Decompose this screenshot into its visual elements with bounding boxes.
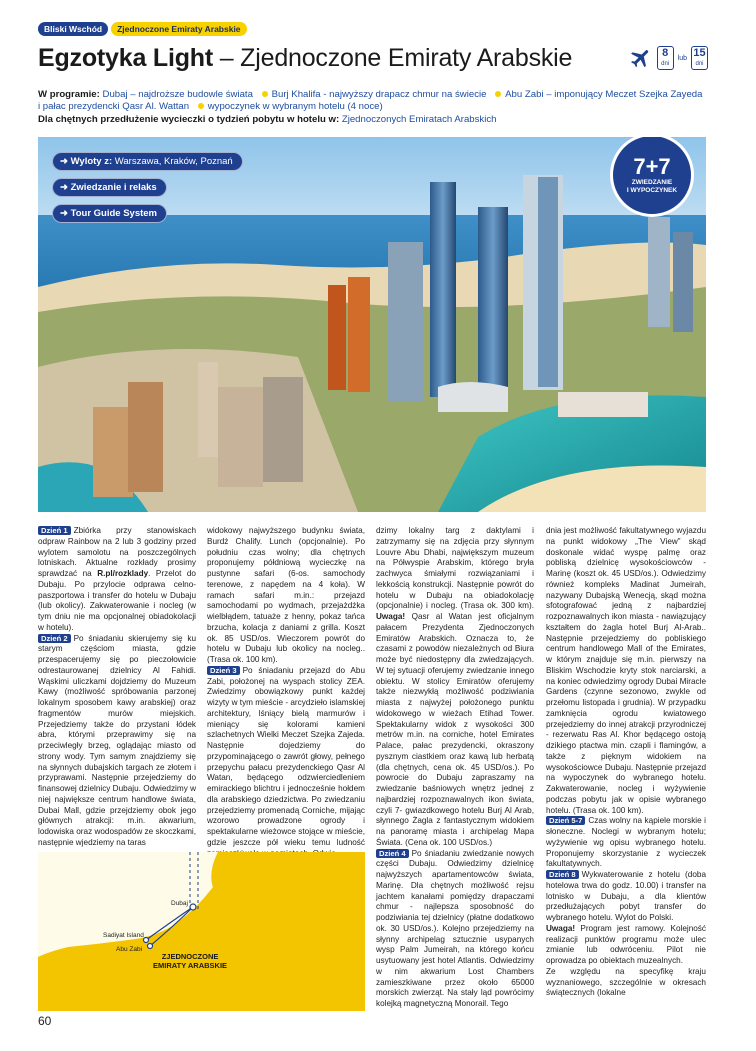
- day-4-continued: dnia jest możliwość fakultatywnego wyjazdu na punkt widokowy „The View” skąd doskonale widać wyspę palmę oraz pobliską dzielnicę wysokościowców - Marinę (koszt ok. 45 USD/os.). Odwiedzimy również kompleks Madinat Jumeirah, nazywany Dubajską Wenecją, skąd można sfotografować jedną z najbardziej rozpoznawalnych ikon miasta - nawiązujący kształtem do żagla hotel Burj Al-Arab.. Następnie przejedziemy do pobliskiego centrum handlowego Mall of the Emirates, w którym znajduje się m.in. pierwszy na Bliskim Wschodzie kryty stok narciarski, a na koniec odwiedzimy ogrody Dubai Miracle Gardens (czynne sezonowo, zwykle od przełomu listopada i grudnia). W przypadku zamknięcia ogrodu kwiatowego przejedziemy do innej atrakcji przyrodniczej - rezerwatu Ras Al. Khor będącego ostoją dzikiego ptactwa min. czapli i flamingów, a także z pięknym widokiem na wysokościowce Dubaju. Następnie przejazd na wypoczynek do wybranego hotelu. Zakwaterowanie, nocleg i wyżywienie podczas pobytu jak w opisie wybranego hotelu. (Trasa ok. 100 km).: [546, 526, 706, 815]
- day-badge: Dzień 4: [376, 849, 409, 858]
- page-number: 60: [38, 1014, 52, 1028]
- title-rest: – Zjednoczone Emiraty Arabskie: [219, 44, 573, 72]
- country-line-1: ZJEDNOCZONE: [161, 952, 219, 961]
- 7-plus-7-badge: [610, 137, 694, 217]
- itinerary: [38, 526, 706, 1011]
- day-badge: Dzień 8: [546, 870, 579, 879]
- day-4-text: Po śniadaniu zwiedzanie nowych części Dubaju. Odwiedzimy dzielnicę najwyższych apartamentowców świata, Marinę. Dla chętnych możliwość rejsu jachtem kanałami pomiędzy drapaczami chmur - najlepsza sposobność do podziwiania tej dzielnicy (płatne dodatkowo ok. 30 USD/os.). Kolejno przejedziemy na słynny archipelag sztucznie usypanych wysp Palm Jumeirah, na którego końcu usytuowany jest hotel Atlantis. Odwiedzimy w nim akwarium Lost Chambers zamieszkiwane przez około 65000 morskich zwierząt. Na stały ląd powrócimy kolejką magnetyczną Monorail. Tego: [376, 848, 534, 1008]
- map-label-dubai: Dubaj: [171, 900, 188, 907]
- duration-option-2: 15 dni: [691, 46, 708, 70]
- extension-label: Dla chętnych przedłużenie wycieczki o tydzień pobytu w hotelu w:: [38, 113, 340, 125]
- day-2-text: Po śniadaniu skierujemy się ku starym częściom miasta, gdzie przespacerujemy się po pieczołowicie odrestaurowanej dzielnicy Al Fahidi. Wąskimi uliczkami dojdziemy do Muzeum Kawy (możliwość spróbowania parzonej lokalnym sposobem kawy arabskiej) oraz fragmentów murów miejskich. Przejedziemy także do przystani łódek abra, którymi przeprawimy się na przeciwległy brzeg, oglądając miasto od strony wody. Tym samym znajdziemy się na słynnych dubajskich targach ze złotem i przyprawami. Następnie przejedziemy do finansowej dzielnicy Dubaju. Odwiedzimy w niej największe centrum handlowe świata, Dubai Mall, gdzie przejdziemy obok jego głównych atrakcji: m.in. akwarium, lodowiska oraz wodospadów ze skoczkami, następnie wjedziemy na taras: [38, 633, 196, 847]
- note-label: Uwaga!: [546, 923, 576, 933]
- badge-line-2: I WYPOCZYNEK: [626, 187, 678, 194]
- day-5-7-text: Czas wolny na kąpiele morskie i słoneczne. Noclegi w wybranym hotelu; wyżywienie wg opisu wybranego hotelu. Proponujemy skorzystanie z wycieczek fakultatywnych.: [546, 816, 706, 869]
- departure-pill[interactable]: ➜ Wyloty z: Warszawa, Kraków, Poznań: [52, 152, 243, 171]
- day-badge: Dzień 3: [207, 666, 240, 675]
- program-summary: [38, 89, 706, 126]
- day-1-text-b: . Przelot do Dubaju. Po przylocie odprawa celno-paszportowa i transfer do hotelu w Dubaju (lub okolicy). Zakwaterowanie i nocleg (w tym dniu nie ma opcjonalnej obiadokolacji w hotelu).: [38, 569, 196, 632]
- badge-big: 7+7: [633, 154, 671, 179]
- program-item: Abu Zabi – imponujący Meczet Szejka Zayeda i pałac prezydencki Qasr Al. Wattan: [38, 89, 703, 113]
- program-item: wypoczynek w wybranym hotelu (4 noce): [207, 101, 383, 113]
- schedule-link[interactable]: R.pl/rozklady: [97, 569, 149, 578]
- tour-guide-pill[interactable]: ➜ Tour Guide System: [52, 204, 167, 223]
- duration-separator: lub: [677, 54, 687, 62]
- page-title: [38, 44, 572, 73]
- program-item: Burj Khalifa - najwyższy drapacz chmur na świecie: [271, 89, 487, 100]
- country-line-2: EMIRATY ARABSKIE: [153, 961, 228, 970]
- program-item: Dubaj – najdroższe budowle świata: [102, 89, 253, 100]
- day-1-text-a: Zbiórka przy stanowiskach odpraw Rainbow na 2 lub 3 godziny przed wylotem samolotu na poszczególnych lotniskach. Aktualne rozkłady prosimy sprawdzać na: [38, 526, 196, 578]
- hero-pills: [52, 152, 243, 223]
- itinerary-column-4: [546, 526, 706, 999]
- departure-cities: Warszawa, Kraków, Poznań: [114, 156, 233, 167]
- extension-value: Zjednoczonych Emiratach Arabskich: [341, 113, 497, 125]
- breadcrumb-country[interactable]: Zjednoczone Emiraty Arabskie: [111, 22, 246, 36]
- tour-guide-label: Tour Guide System: [70, 208, 158, 219]
- itinerary-column-1: [38, 526, 196, 849]
- badge-line-1: ZWIEDZANIE: [631, 179, 673, 186]
- day-8-text: Wykwaterowanie z hotelu (doba hotelowa trwa do godz. 10.00) i transfer na lotnisko w Dubaju, a dla klientów przedłużających pobyt transfer do wybranego hotelu. Wylot do Polski.: [546, 870, 706, 922]
- departure-label: Wyloty z:: [70, 156, 113, 167]
- breadcrumb: [38, 22, 247, 36]
- sightseeing-pill[interactable]: ➜ Zwiedzanie i relaks: [52, 178, 167, 197]
- bullet-icon: [262, 91, 268, 97]
- hero-image: [38, 137, 706, 512]
- route-map: [38, 852, 365, 1011]
- map-shapes: [38, 852, 365, 1011]
- duration-unit-2: dni: [695, 61, 704, 67]
- day-3-note: Qasr al Watan jest oficjalnym pałacem Prezydenta Zjednoczonych Emiratów Arabskich. Oznacza to, że czasami z powodów niezależnych od Biura może być niedostępny dla zwiedzających. W tej sytuacji oferujemy zwiedzanie innego obiektu. W stolicy Emiratów oferujemy także niezwykłą możliwość podziwiania miasta z najwyżej położonego punktu widokowego w wieżach Etihad Tower. Spektakularny widok z wysokości 300 metrów m.in. na corniche, hotel Emirates Palace, pałac prezydencki, okraszony pysznym ciastkiem oraz kawą lub herbatą (dla chętnych, cena ok. 45 USD/os.). Po powrocie do Dubaju zapraszamy na zwiedzanie baśniowych wnętrz jednej z najbardziej rozpoznawalnych ikon świata, czyli 7- gwiazdkowego hotelu Burj Al Arab, słynnego Żagla z fantastycznym widokiem na panoramę miasta i archipelag Mapa Świata. (Cena ok. 100 USD/os.): [376, 612, 534, 847]
- map-label-sadiyat: Sadiyat Island: [103, 932, 144, 939]
- sightseeing-label: Zwiedzanie i relaks: [70, 182, 157, 193]
- bullet-icon: [495, 91, 501, 97]
- duration-option-1: 8 dni: [657, 46, 674, 70]
- bullet-icon: [198, 103, 204, 109]
- itinerary-column-3: [376, 526, 534, 1010]
- breadcrumb-region[interactable]: Bliski Wschód: [38, 22, 108, 36]
- day-badge: Dzień 2: [38, 634, 71, 643]
- itinerary-column-2: [207, 526, 365, 859]
- day-3-text: Po śniadaniu przejazd do Abu Zabi, położonej na wyspach stolicy ZEA. Zwiedzimy obowiązkowy punkt każdej wizyty w tym mieście - arcydzieło islamskiej architektury, lśniący bielą marmurów i mieniący się kolorami kamieni szlachetnych Wielki Meczet Szejka Zajeda. Następnie dojedziemy do przypominającego o zawrót głowy, pełnego przepychu pałacu prezydenckiego Qasr Al Watan, będącego odzwierciedleniem emirackiego blichtru i jednocześnie hołdem dla arabskiego dziedzictwa. Po zwiedzaniu przejedziemy promenadą Corniche, mijając wzorowo prowadzone ogrody i spektakularne wieżowce stojące w mieście, gdzie jeszcze pół wieku temu ludność: [207, 665, 365, 847]
- duration-info: [629, 46, 708, 70]
- program-note: Program jest ramowy. Kolejność realizacji punktów programu może ulec zmianie lub odwróceniu. Pilot nie oprowadza po obiektach muzealnych.: [546, 923, 706, 965]
- day-badge: Dzień 5-7: [546, 816, 585, 825]
- map-label-abu-zabi: Abu Zabi: [116, 946, 143, 953]
- day-badge: Dzień 1: [38, 526, 71, 535]
- title-bold: Egzotyka Light: [38, 44, 213, 72]
- program-label: W programie:: [38, 89, 100, 100]
- holiday-note: Ze względu na specyfikę kraju wyznaniowego, szczególnie w okresach świątecznych (lokalne: [546, 966, 706, 998]
- day-3-continued: dzimy lokalny targ z daktylami i zatrzymamy się na zdjęcia przy słynnym Louvre Abu Dhabi, największym muzeum na Półwyspie Arabskim, którego bryła zachwyca śmiałymi rozwiązaniami i lekkością konstrukcji. Następnie powrót do hotelu w Dubaju na obiadokolację (opcjonalnie) i nocleg. (Trasa ok. 300 km).: [376, 526, 534, 611]
- map-country-label: [153, 952, 227, 970]
- note-label: Uwaga!: [376, 612, 406, 621]
- plane-icon: [629, 46, 653, 70]
- day-2-continued: widokowy najwyższego budynku świata, Burdż Chalify. Lunch (opcjonalnie). Po południu czas wolny; dla chętnych proponujemy półdniową wycieczkę na pustynne safari (6-os. samochody terenowe, z napędem na 4 koła). W ramach safari m.in.: przejazd samochodami po wydmach, przejażdżka wielbłądem, tatuaże z henny, pokaz tańca brzucha, kolacja z daniami z grilla. Koszt ok. 85 USD/os. Wieczorem powrót do hotelu w Dubaju lub okolicy na nocleg.. (Trasa ok. 100 km).: [207, 526, 365, 664]
